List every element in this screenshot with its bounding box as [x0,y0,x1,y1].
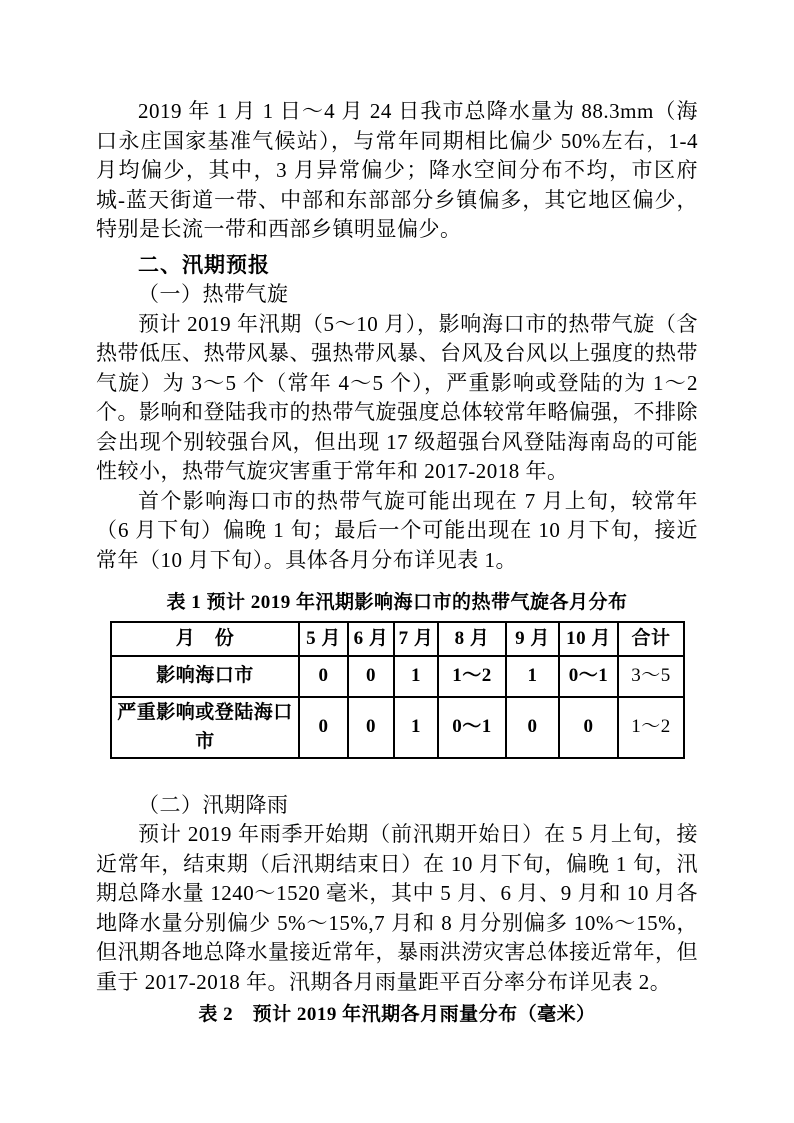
header-cell-september: 9 月 [506,622,559,656]
section-heading-flood-season-forecast: 二、汛期预报 [138,252,270,277]
paragraph-rainfall-forecast: 预计 2019 年雨季开始期（前汛期开始日）在 5 月上旬，接近常年，结束期（后汛期结束日）在 10 月下旬，偏晚 1 旬，汛期总降水量 1240～1520 毫米，其中 5 月、6 月、9 月和 10 月各地降水量分别偏少 5%～15%,7 月和 8 月分别偏多 10%～15%，但汛期各地总降水量接近常年，暴雨洪涝灾害总体接近常年，但重于 2017-2018 年。汛期各月雨量距平百分率分布详见表 2。 [96,822,698,994]
table-row-severe-or-landfall [111,697,684,758]
cell-affect-total: 3～5 [618,656,684,697]
cell-affect-august: 1～2 [438,656,506,697]
cell-affect-may: 0 [299,656,348,697]
paragraph-rainfall-summary: 2019 年 1 月 1 日～4 月 24 日我市总降水量为 88.3mm（海口永庄国家基准气候站），与常年同期相比偏少 50%左右，1-4 月均偏少，其中，3 月异常偏少；降水空间分布不均，市区府城-蓝天街道一带、中部和东部部分乡镇偏多，其它地区偏少，特别是长流一带和西部乡镇明显偏少。 [96,99,698,241]
cell-affect-july: 1 [394,656,438,697]
cell-severe-june: 0 [348,697,394,758]
subsection-heading-flood-season-rainfall: （二）汛期降雨 [138,792,289,817]
cell-affect-june: 0 [348,656,394,697]
paragraph-cyclone-forecast: 预计 2019 年汛期（5～10 月），影响海口市的热带气旋（含热带低压、热带风暴、强热带风暴、台风及台风以上强度的热带气旋）为 3～5 个（常年 4～5 个），严重影响或登陆的为 1～2 个。影响和登陆我市的热带气旋强度总体较常年略偏强，不排除会出现个别较强台风，但出现 17 级超强台风登陆海南岛的可能性较小，热带气旋灾害重于常年和 2017-2018 年。 [96,311,698,483]
cell-severe-total: 1～2 [618,697,684,758]
table2-caption: 表 2 预计 2019 年汛期各月雨量分布（毫米） [198,1004,596,1025]
row-label-severe-or-landfall: 严重影响或登陆海口市 [111,697,299,758]
document-body [96,97,698,1030]
cell-severe-august: 0～1 [438,697,506,758]
subsection-heading-tropical-cyclone: （一）热带气旋 [138,282,289,306]
table1-caption: 表 1 预计 2019 年汛期影响海口市的热带气旋各月分布 [166,592,628,613]
cell-severe-september: 0 [506,697,559,758]
cyclone-monthly-distribution-table [110,621,685,759]
table-row-affecting-haikou [111,656,684,697]
header-cell-june: 6 月 [348,622,394,656]
paragraph-first-last-cyclone: 首个影响海口市的热带气旋可能出现在 7 月上旬，较常年（6 月下旬）偏晚 1 旬；最后一个可能出现在 10 月下旬，接近常年（10 月下旬）。具体各月分布详见表 1。 [96,488,698,572]
header-cell-august: 8 月 [438,622,506,656]
header-cell-month: 月 份 [111,622,299,656]
cell-severe-october: 0 [559,697,618,758]
cell-affect-september: 1 [506,656,559,697]
header-cell-may: 5 月 [299,622,348,656]
cell-severe-july: 1 [394,697,438,758]
table-header-row [111,622,684,656]
cell-severe-may: 0 [299,697,348,758]
header-cell-total: 合计 [618,622,684,656]
header-cell-july: 7 月 [394,622,438,656]
header-cell-october: 10 月 [559,622,618,656]
row-label-affecting-haikou: 影响海口市 [111,656,299,697]
cell-affect-october: 0～1 [559,656,618,697]
